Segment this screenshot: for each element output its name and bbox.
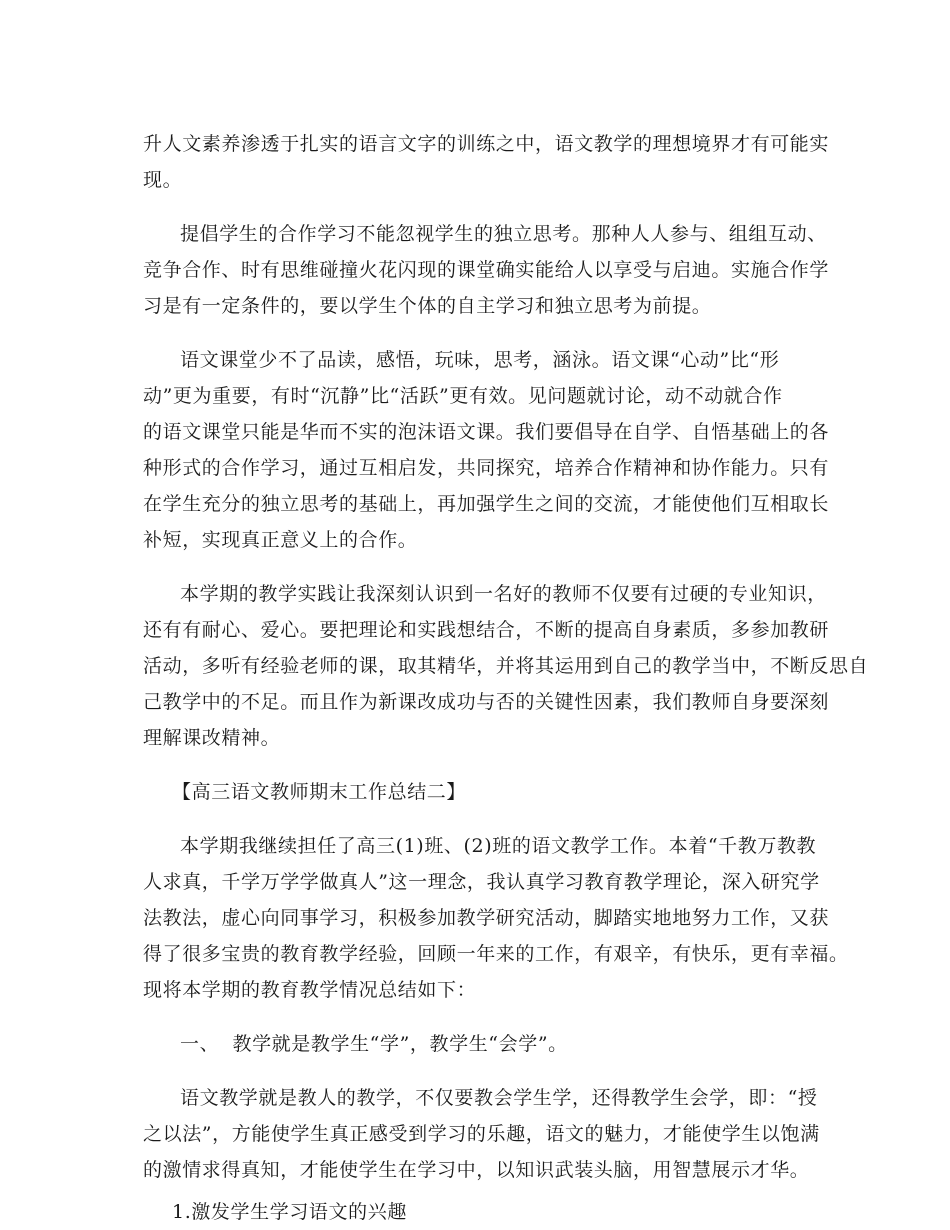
text-line: 现将本学期的教育教学情况总结如下：: [143, 979, 477, 1001]
text-line: 种形式的合作学习，通过互相启发，共同探究，培养合作精神和协作能力。只有: [143, 457, 830, 479]
text-line: 的语文课堂只能是华而不实的泡沫语文课。我们要倡导在自学、自悟基础上的各: [143, 421, 830, 443]
text-line: 本学期的教学实践让我深刻认识到一名好的教师不仅要有过硬的专业知识，: [180, 583, 827, 605]
text-line: 人求真，千学万学学做真人”这一理念，我认真学习教育教学理论，深入研究学: [143, 871, 820, 893]
list-heading: 一、 教学就是教学生“学”，教学生“会学”。: [180, 1033, 568, 1055]
text-line: 之以法”，方能使学生真正感受到学习的乐趣，语文的魅力，才能使学生以饱满: [143, 1123, 820, 1145]
text-line: 还有有耐心、爱心。要把理论和实践想结合，不断的提高自身素质，多参加教研: [143, 619, 830, 641]
section-heading: 【高三语文教师期末工作总结二】: [172, 781, 467, 803]
text-line: 提倡学生的合作学习不能忽视学生的独立思考。那种人人参与、组组互动、: [180, 223, 827, 245]
text-line: 本学期我继续担任了高三(1)班、(2)班的语文教学工作。本着“千教万教教: [180, 835, 817, 857]
text-line: 法教法，虚心向同事学习，积极参加教学研究活动，脚踏实地地努力工作，又获: [143, 907, 830, 929]
text-line: 己教学中的不足。而且作为新课改成功与否的关键性因素，我们教师自身要深刻: [143, 691, 830, 713]
text-line: 活动，多听有经验老师的课，取其精华，并将其运用到自己的教学当中，不断反思自: [143, 655, 869, 677]
text-line: 现。: [143, 169, 183, 191]
text-line: 理解课改精神。: [143, 727, 281, 749]
text-line: 的激情求得真知，才能使学生在学习中，以知识武装头脑，用智慧展示才华。: [143, 1159, 810, 1181]
text-line: 竞争合作、时有思维碰撞火花闪现的课堂确实能给人以享受与启迪。实施合作学: [143, 259, 830, 281]
text-line: 动”更为重要，有时“沉静”比“活跃”更有效。见问题就讨论，动不动就合作: [143, 385, 783, 407]
text-line: 语文课堂少不了品读，感悟，玩味，思考，涵泳。语文课“心动”比“形: [180, 349, 780, 371]
text-line: 补短，实现真正意义上的合作。: [143, 529, 418, 551]
list-item-heading: 1.激发学生学习语文的兴趣: [172, 1201, 407, 1223]
text-line: 升人文素养渗透于扎实的语言文字的训练之中，语文教学的理想境界才有可能实: [143, 133, 830, 155]
text-line: 在学生充分的独立思考的基础上，再加强学生之间的交流，才能使他们互相取长: [143, 493, 830, 515]
text-line: 得了很多宝贵的教育教学经验，回顾一年来的工作，有艰辛，有快乐，更有幸福。: [143, 943, 849, 965]
text-line: 语文教学就是教人的教学，不仅要教会学生学，还得教学生会学，即：“授: [180, 1087, 818, 1109]
text-line: 习是有一定条件的，要以学生个体的自主学习和独立思考为前提。: [143, 295, 712, 317]
